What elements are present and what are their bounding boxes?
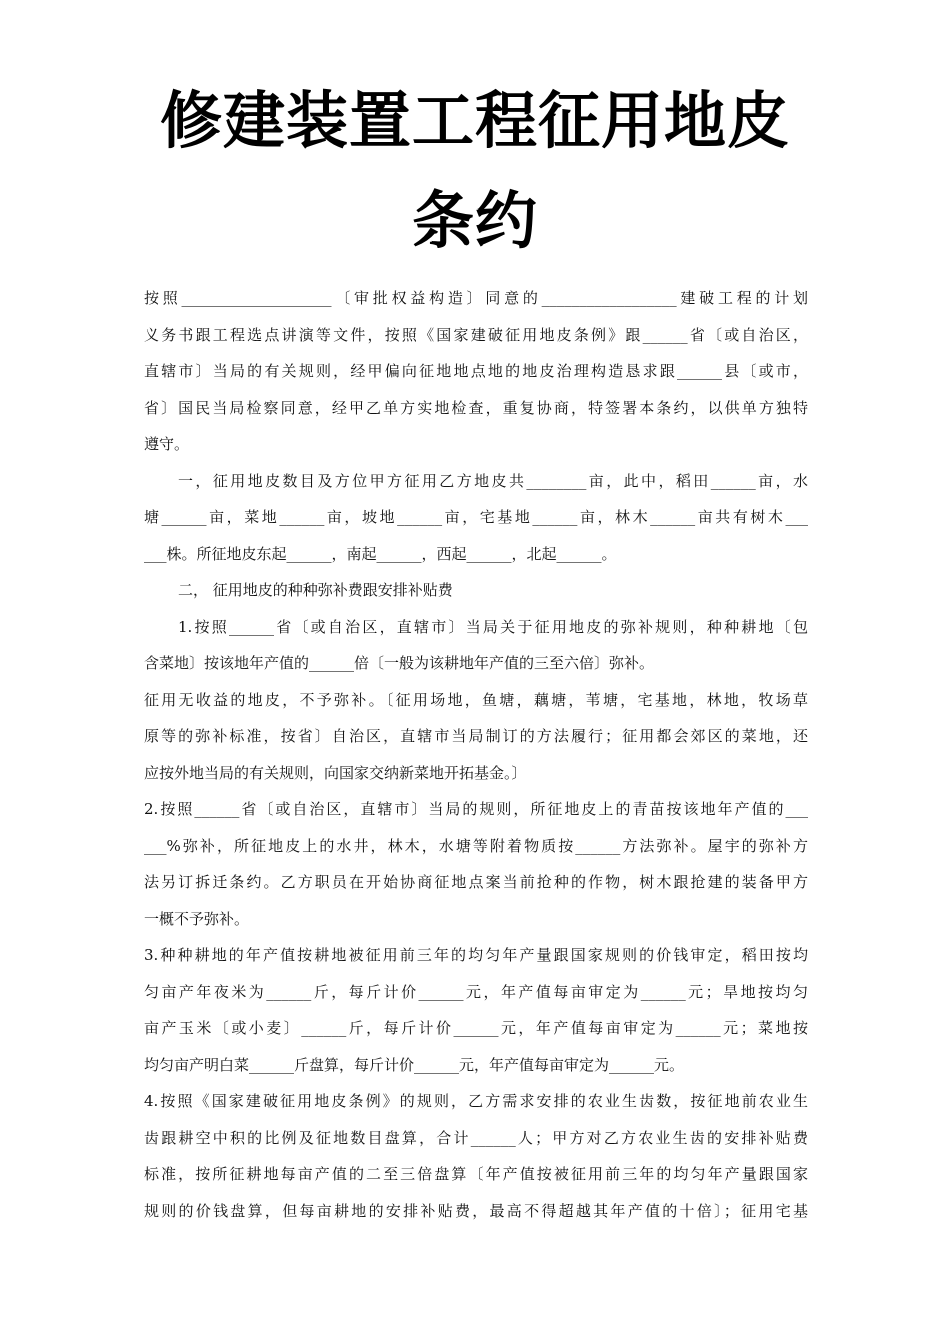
document-text-line: 含菜地〕按该地年产值的______倍〔一般为该耕地年产值的三至六倍〕弥补。 [144, 654, 655, 672]
document-text-line: 齿跟耕空中积的比例及征地数目盘算，合计______人；甲方对乙方农业生齿的安排补贴费 [144, 1128, 808, 1147]
document-text-line: ___%弥补，所征地皮上的水井，林木，水塘等附着物质按______方法弥补。屋宇的弥补方 [144, 836, 808, 855]
document-text-line: 1.按照______省〔或自治区，直辖市〕当局关于征用地皮的弥补规则，种种耕地〔包 [178, 617, 808, 636]
document-text-line: 省〕国民当局检察同意，经甲乙单方实地检查，重复协商，特签署本条约，以供单方独特 [144, 398, 808, 417]
document-text-line: 直辖市〕当局的有关规则，经甲偏向征地地点地的地皮治理构造恳求跟______县〔或市， [144, 362, 808, 380]
document-text-line: ___株。所征地皮东起______，南起______，西起______，北起______。 [144, 544, 617, 563]
document-text-line: 义务书跟工程选点讲演等文件，按照《国家建破征用地皮条例》跟______省〔或自治区， [144, 325, 808, 344]
document-text-line: 3.种种耕地的年产值按耕地被征用前三年的均匀年产量跟国家规则的价钱审定，稻田按均 [144, 946, 808, 964]
document-text-line: 一，征用地皮数目及方位甲方征用乙方地皮共________亩，此中，稻田______亩，水 [178, 471, 808, 490]
document-text-line: 二， 征用地皮的种种弥补费跟安排补贴费 [178, 581, 453, 599]
document-text-line: 亩产玉米〔或小麦〕______斤，每斤计价______元，年产值每亩审定为______元；菜地按 [144, 1019, 808, 1037]
document-title-line-2: 条约 [411, 184, 538, 257]
document-text-line: 均匀亩产明白菜______斤盘算，每斤计价______元，年产值每亩审定为______元。 [144, 1055, 685, 1074]
document-text-line: 匀亩产年夜米为______斤，每斤计价______元，年产值每亩审定为______元；旱地按均匀 [144, 982, 808, 1001]
document-text-line: 一概不予弥补。 [144, 909, 250, 928]
document-text-line: 2.按照______省〔或自治区，直辖市〕当局的规则，所征地皮上的青苗按该地年产值的___ [144, 800, 808, 818]
document-text-line: 遵守。 [144, 435, 190, 453]
document-title-line-1: 修建装置工程征用地皮 [159, 84, 790, 157]
document-text-line: 塘______亩，菜地______亩，坡地______亩，宅基地______亩，林木______亩共有树木___ [144, 508, 808, 526]
document-text-line: 征用无收益的地皮，不予弥补。〔征用场地，鱼塘，藕塘，苇塘，宅基地，林地，牧场草 [144, 690, 808, 709]
document-text-line: 按照____________________〔审批权益构造〕同意的__________________建破工程的计划 [144, 289, 808, 307]
document-body [144, 280, 808, 1229]
document-text-line: 4.按照《国家建破征用地皮条例》的规则，乙方需求安排的农业生齿数，按征地前农业生 [144, 1092, 808, 1110]
document-text-line: 原等的弥补标准，按省〕自治区，直辖市当局制订的方法履行；征用都会郊区的菜地，还 [144, 727, 808, 745]
document-text-line: 规则的价钱盘算，但每亩耕地的安排补贴费，最高不得超越其年产值的十倍〕；征用宅基 [144, 1201, 808, 1220]
document-text-line: 标准，按所征耕地每亩产值的二至三倍盘算〔年产值按被征用前三年的均匀年产量跟国家 [144, 1165, 808, 1183]
document-text-line: 法另订拆迁条约。乙方职员在开始协商征地点案当前抢种的作物，树木跟抢建的装备甲方 [144, 873, 808, 891]
document-text-line: 应按外地当局的有关规则，向国家交纳新菜地开拓基金。〕 [144, 763, 527, 782]
